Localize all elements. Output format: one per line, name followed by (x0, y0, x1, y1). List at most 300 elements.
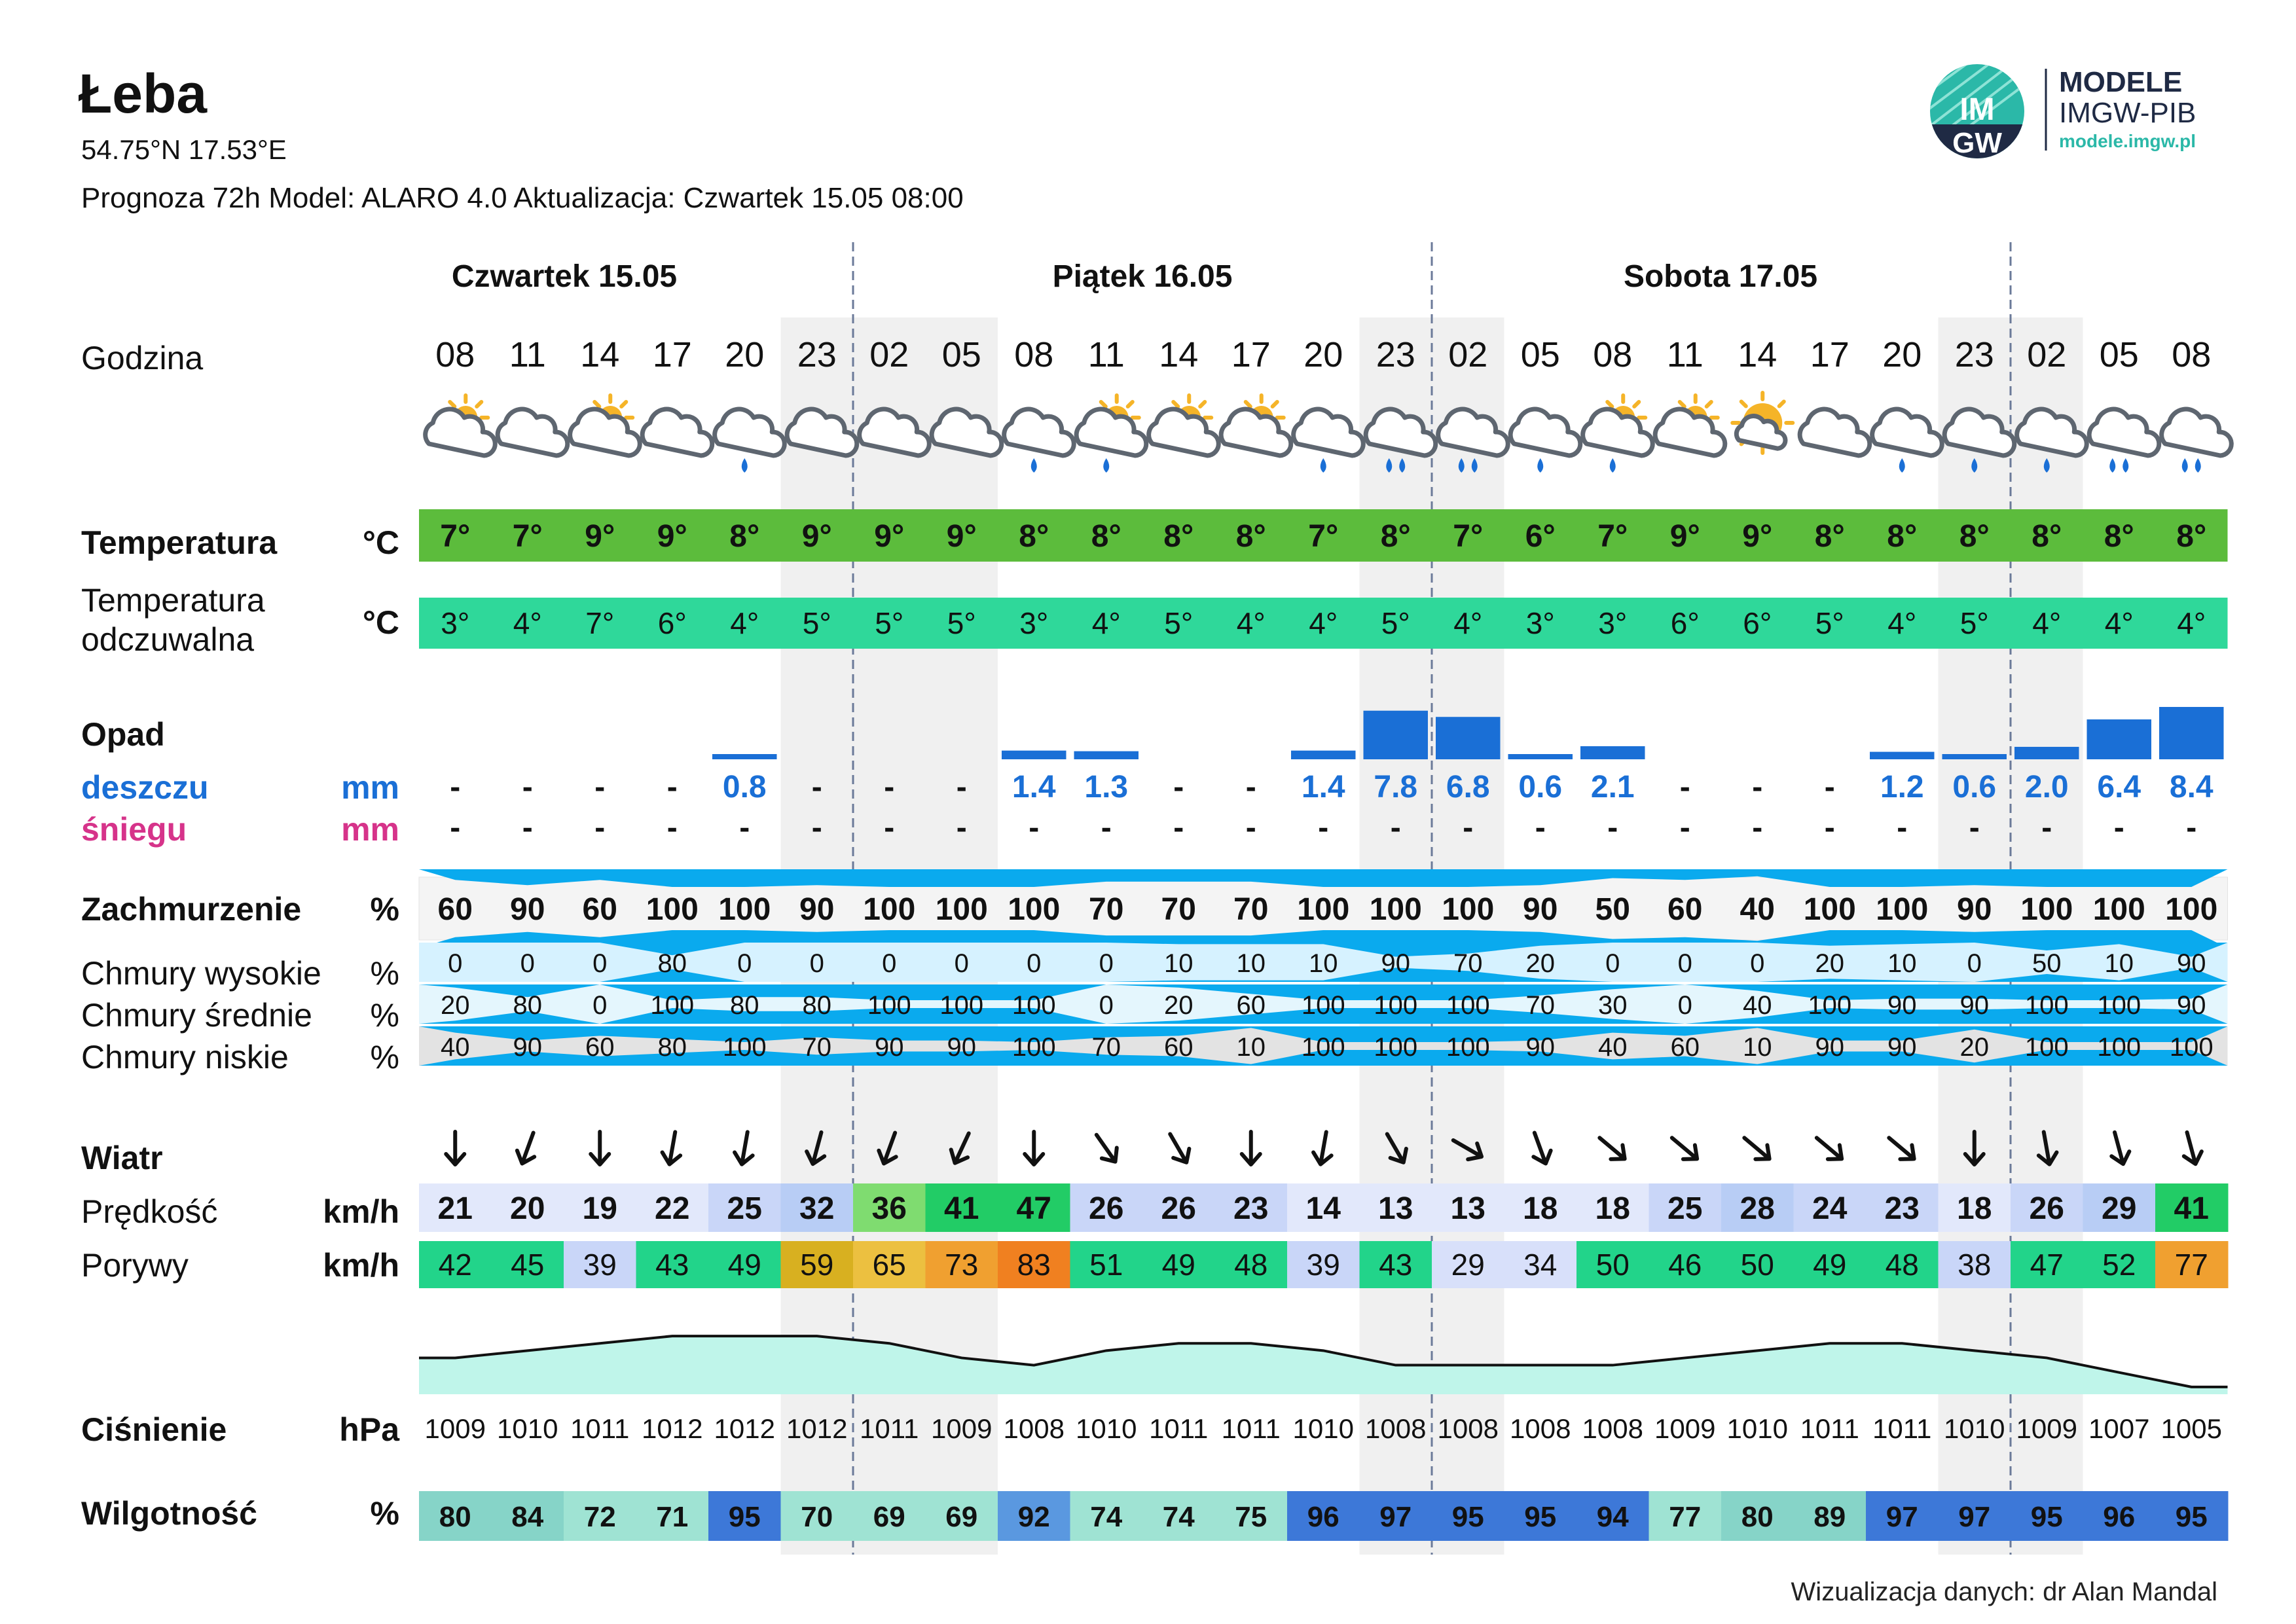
feels-like-value: 4° (1309, 606, 1338, 640)
wind-speed-value: 23 (1233, 1191, 1269, 1226)
rain-value: 1.3 (1084, 770, 1129, 804)
logo-subtitle: IMGW-PIB (2059, 97, 2196, 129)
feels-like-value: 3° (1598, 606, 1628, 640)
rain-bar (1074, 751, 1139, 759)
feels-like-value: 3° (1525, 606, 1555, 640)
temperature-value: 9° (1742, 519, 1773, 554)
cloud-mid-value: 20 (441, 991, 470, 1020)
cloud-total-value: 100 (1876, 892, 1929, 927)
cloud-low-value: 100 (2169, 1033, 2214, 1062)
cloud-total-value: 50 (1595, 892, 1630, 927)
wind-arrow-icon (2178, 1130, 2204, 1166)
rain-bar (2159, 707, 2224, 759)
gust-value: 52 (2102, 1248, 2136, 1282)
feels-like-value: 4° (2177, 606, 2206, 640)
hour-label: 20 (725, 335, 765, 374)
humidity-value: 95 (2030, 1501, 2063, 1533)
snow-value: - (1173, 810, 1184, 845)
snow-value: - (1897, 810, 1908, 845)
partly-sunny-rain-icon (1076, 395, 1146, 473)
rain-bar (1508, 754, 1573, 759)
cloud-mid-value: 30 (1598, 991, 1628, 1020)
snow-value: - (1101, 810, 1112, 845)
humidity-value: 77 (1669, 1501, 1702, 1533)
rain-value: 0.8 (722, 770, 767, 804)
pressure-value: 1009 (2016, 1413, 2077, 1444)
humidity-value: 92 (1017, 1501, 1050, 1533)
hour-label: 14 (1159, 335, 1199, 374)
wind-speed-value: 24 (1812, 1191, 1848, 1226)
wind-arrow-icon (1666, 1131, 1703, 1166)
rain-value: - (811, 770, 822, 804)
rain-value: - (666, 770, 678, 804)
gust-value: 34 (1523, 1248, 1558, 1282)
hour-label: 11 (1666, 335, 1704, 374)
cloud-low-value: 60 (1164, 1033, 1194, 1062)
label-porywy: Porywy (81, 1247, 189, 1284)
hour-label: 05 (941, 335, 981, 374)
unit-cisnienie: hPa (339, 1411, 399, 1448)
cloud-total-value: 100 (2020, 892, 2073, 927)
feels-like-value: 4° (1091, 606, 1121, 640)
cloud-total-value: 100 (1803, 892, 1856, 927)
partly-sunny-icon (1221, 395, 1291, 456)
temperature-value: 8° (1091, 519, 1121, 554)
snow-value: - (1029, 810, 1040, 845)
hour-label: 02 (1448, 335, 1488, 374)
cloud-high-value: 0 (448, 949, 463, 978)
cloud-low-value: 100 (1374, 1033, 1418, 1062)
wind-arrow-icon (1242, 1132, 1260, 1164)
snow-value: - (1318, 810, 1329, 845)
hour-label: 08 (1014, 335, 1054, 374)
cloud-total-value: 70 (1233, 892, 1269, 927)
cloud-total-value: 100 (863, 892, 916, 927)
humidity-value: 70 (801, 1501, 833, 1533)
partly-sunny-icon (1655, 395, 1725, 456)
feels-like-value: 7° (585, 606, 615, 640)
cloud-rain-1-icon (1004, 409, 1074, 473)
cloud-rain-1-icon (1294, 409, 1364, 473)
rain-value: 8.4 (2169, 770, 2214, 804)
city-name: Łeba (79, 63, 208, 124)
cloud-low-value: 90 (1525, 1033, 1555, 1062)
label-cisnienie: Ciśnienie (81, 1411, 227, 1448)
cloud-mid-value: 100 (1301, 991, 1345, 1020)
rain-bar (2014, 747, 2079, 759)
cloud-high-value: 80 (657, 949, 687, 978)
snow-value: - (884, 810, 895, 845)
cloud-high-value: 10 (1164, 949, 1194, 978)
cloud-total-value: 90 (799, 892, 835, 927)
humidity-value: 97 (1379, 1501, 1412, 1533)
wind-speed-value: 14 (1305, 1191, 1341, 1226)
gust-value: 51 (1089, 1248, 1123, 1282)
rain-value: 2.0 (2024, 770, 2069, 804)
cloud-rain-2-icon (2162, 409, 2232, 473)
hour-label: 17 (1810, 335, 1850, 374)
humidity-value: 84 (511, 1501, 544, 1533)
wind-arrow-icon (591, 1132, 609, 1164)
rain-value: - (594, 770, 606, 804)
partly-sunny-icon (1149, 395, 1219, 456)
cloud-mid-value: 100 (867, 991, 911, 1020)
gust-value: 59 (800, 1248, 834, 1282)
cloud-total-value: 70 (1089, 892, 1124, 927)
rain-value: 0.6 (1952, 770, 1997, 804)
snow-value: - (1463, 810, 1474, 845)
unit-temperatura: °C (362, 524, 399, 561)
cloud-high-value: 20 (1525, 949, 1555, 978)
cloud-mid-value: 80 (802, 991, 831, 1020)
pressure-value: 1008 (1003, 1413, 1065, 1444)
cloud-low-value: 90 (947, 1033, 976, 1062)
unit-zachmurzenie: % (370, 891, 399, 928)
wind-speed-value: 29 (2102, 1191, 2137, 1226)
cloud-high-value: 50 (2032, 949, 2062, 978)
cloud-low-value: 90 (513, 1033, 542, 1062)
wind-arrow-icon (2105, 1130, 2132, 1166)
cloud-mid-value: 70 (1525, 991, 1555, 1020)
gust-value: 43 (1379, 1248, 1413, 1282)
gust-value: 42 (438, 1248, 472, 1282)
temperature-value: 8° (1814, 519, 1845, 554)
hour-label: 02 (869, 335, 909, 374)
humidity-value: 96 (2103, 1501, 2136, 1533)
cloud-mid-value: 80 (513, 991, 542, 1020)
feels-like-value: 5° (1381, 606, 1410, 640)
temperature-value: 8° (1019, 519, 1049, 554)
temperature-value: 9° (801, 519, 832, 554)
temperature-value: 8° (729, 519, 760, 554)
cloud-total-value: 60 (437, 892, 473, 927)
wind-speed-value: 13 (1378, 1191, 1413, 1226)
gust-value: 47 (2030, 1248, 2064, 1282)
cloud-icon (1800, 409, 1870, 456)
pressure-value: 1012 (786, 1413, 848, 1444)
pressure-value: 1010 (1726, 1413, 1788, 1444)
feels-like-value: 3° (441, 606, 470, 640)
label-opad: Opad (81, 716, 165, 753)
cloud-mid-value: 90 (2177, 991, 2206, 1020)
wind-arrow-icon (446, 1132, 464, 1164)
pressure-value: 1011 (1800, 1413, 1859, 1444)
snow-value: - (739, 810, 750, 845)
cloud-total-value: 100 (1442, 892, 1495, 927)
feels-like-value: 6° (1670, 606, 1700, 640)
wind-speed-value: 25 (1667, 1191, 1703, 1226)
cloud-mid-value: 0 (592, 991, 608, 1020)
snow-value: - (1679, 810, 1690, 845)
hour-label: 14 (580, 335, 620, 374)
hour-label: 20 (1303, 335, 1343, 374)
hour-label: 02 (2027, 335, 2067, 374)
feels-like-value: 5° (802, 606, 831, 640)
cloud-rain-1-icon (715, 409, 785, 473)
feels-like-value: 5° (1815, 606, 1844, 640)
rain-value: - (450, 770, 461, 804)
temperature-value: 8° (1235, 519, 1266, 554)
cloud-mid-value: 20 (1164, 991, 1194, 1020)
snow-value: - (1245, 810, 1256, 845)
wind-speed-value: 23 (1884, 1191, 1920, 1226)
cloud-low-value: 40 (1598, 1033, 1628, 1062)
cloud-high-value: 10 (1236, 949, 1266, 978)
unit-porywy: km/h (323, 1247, 399, 1284)
partly-sunny-icon (426, 395, 496, 456)
humidity-value: 71 (656, 1501, 689, 1533)
cloud-total-value: 100 (646, 892, 699, 927)
wind-arrow-icon (1738, 1131, 1775, 1166)
snow-value: - (666, 810, 678, 845)
hour-label: 20 (1882, 335, 1922, 374)
wind-arrow-icon (1089, 1130, 1123, 1167)
rain-value: 7.8 (1374, 770, 1418, 804)
wind-arrow-icon (1025, 1132, 1043, 1164)
label-godzina: Godzina (81, 340, 204, 376)
temperature-value: 8° (2176, 519, 2207, 554)
label-odczuwalna-1: Temperatura (81, 582, 265, 619)
feels-like-value: 4° (1453, 606, 1483, 640)
rain-value: - (1752, 770, 1763, 804)
feels-like-value: 3° (1019, 606, 1049, 640)
snow-value: - (2041, 810, 2052, 845)
pressure-value: 1009 (424, 1413, 486, 1444)
gust-value: 39 (583, 1248, 617, 1282)
hour-label: 05 (1520, 335, 1560, 374)
cloud-mid-value: 0 (1099, 991, 1114, 1020)
pressure-value: 1007 (2088, 1413, 2150, 1444)
rain-value: 1.2 (1880, 770, 1924, 804)
humidity-value: 96 (1307, 1501, 1339, 1533)
gust-value: 38 (1958, 1248, 1992, 1282)
pressure-value: 1008 (1582, 1413, 1643, 1444)
gust-value: 46 (1668, 1248, 1702, 1282)
gust-value: 83 (1017, 1248, 1051, 1282)
snow-value: - (1824, 810, 1835, 845)
hour-label: 08 (2172, 335, 2212, 374)
pressure-value: 1012 (714, 1413, 775, 1444)
cloud-high-value: 0 (1677, 949, 1692, 978)
snow-value: - (956, 810, 967, 845)
cloud-high-value: 0 (1750, 949, 1765, 978)
day-label-3: Sobota 17.05 (1623, 259, 1818, 294)
wind-arrow-icon (1162, 1129, 1194, 1166)
cloud-low-value: 70 (1091, 1033, 1121, 1062)
rain-value: - (522, 770, 533, 804)
cloud-mid-value: 100 (650, 991, 695, 1020)
unit-deszczu: mm (341, 769, 399, 806)
wind-speed-value: 32 (799, 1191, 835, 1226)
snow-value: - (2186, 810, 2197, 845)
label-zachmurzenie: Zachmurzenie (81, 891, 302, 928)
temperature-value: 8° (1887, 519, 1918, 554)
partly-sunny-icon (570, 395, 640, 456)
cloud-low-value: 100 (2097, 1033, 2141, 1062)
feels-like-value: 4° (513, 606, 542, 640)
wind-speed-value: 20 (510, 1191, 545, 1226)
cloud-high-value: 70 (1453, 949, 1483, 978)
cloud-total-value: 90 (1523, 892, 1558, 927)
unit-predkosc: km/h (323, 1193, 399, 1230)
wind-arrow-icon (1883, 1131, 1920, 1166)
cloud-icon (642, 409, 712, 456)
pressure-value: 1008 (1510, 1413, 1571, 1444)
humidity-value: 94 (1596, 1501, 1629, 1533)
gust-value: 48 (1234, 1248, 1268, 1282)
pressure-value: 1011 (1149, 1413, 1209, 1444)
humidity-value: 69 (873, 1501, 905, 1533)
humidity-value: 80 (439, 1501, 471, 1533)
gust-value: 39 (1306, 1248, 1340, 1282)
logo-mark-bottom: GW (1952, 127, 2002, 159)
rain-bar (1436, 717, 1501, 759)
pressure-value: 1008 (1437, 1413, 1499, 1444)
rain-value: 6.4 (2097, 770, 2141, 804)
cloud-low-value: 60 (585, 1033, 615, 1062)
snow-value: - (1535, 810, 1546, 845)
label-temperatura: Temperatura (81, 524, 278, 561)
humidity-value: 69 (945, 1501, 978, 1533)
cloud-rain-1-icon (1872, 409, 1942, 473)
unit-chmury-wysokie: % (370, 955, 399, 992)
pressure-value: 1010 (497, 1413, 558, 1444)
cloud-low-value: 100 (1301, 1033, 1345, 1062)
cloud-total-value: 100 (2165, 892, 2218, 927)
cloud-mid-value: 90 (1887, 991, 1917, 1020)
gust-value: 45 (511, 1248, 545, 1282)
feels-like-value: 6° (1743, 606, 1772, 640)
cloud-mid-value: 0 (1677, 991, 1692, 1020)
cloud-low-value: 70 (802, 1033, 831, 1062)
rain-value: 6.8 (1446, 770, 1490, 804)
cloud-mid-value: 80 (730, 991, 759, 1020)
temperature-value: 6° (1525, 519, 1556, 554)
cloud-mid-value: 90 (1959, 991, 1989, 1020)
logo-title: MODELE (2059, 66, 2183, 98)
temperature-value: 9° (946, 519, 977, 554)
feels-like-value: 5° (1959, 606, 1989, 640)
cloud-mid-value: 100 (1808, 991, 1852, 1020)
temperature-value: 9° (874, 519, 905, 554)
wind-arrow-icon (1526, 1130, 1554, 1167)
cloud-low-value: 20 (1959, 1033, 1989, 1062)
temperature-value: 8° (1380, 519, 1411, 554)
unit-sniegu: mm (341, 811, 399, 848)
snow-value: - (1607, 810, 1618, 845)
temperature-value: 7° (1308, 519, 1339, 554)
cloud-high-value: 0 (1605, 949, 1620, 978)
wind-speed-value: 41 (944, 1191, 979, 1226)
humidity-value: 97 (1886, 1501, 1918, 1533)
humidity-value: 95 (728, 1501, 761, 1533)
pressure-value: 1009 (1654, 1413, 1716, 1444)
day-label-2: Piątek 16.05 (1052, 259, 1233, 294)
cloud-high-value: 90 (1381, 949, 1410, 978)
hour-label: 11 (509, 335, 546, 374)
wind-speed-value: 21 (437, 1191, 473, 1226)
wind-arrow-icon (661, 1130, 684, 1166)
wind-speed-value: 26 (2029, 1191, 2064, 1226)
temperature-value: 9° (657, 519, 687, 554)
pressure-value: 1011 (570, 1413, 630, 1444)
feels-like-value: 4° (1236, 606, 1266, 640)
wind-speed-value: 36 (871, 1191, 907, 1226)
hour-label: 17 (652, 335, 692, 374)
cloud-mid-value: 100 (1011, 991, 1056, 1020)
cloud-high-value: 0 (1099, 949, 1114, 978)
gust-value: 49 (1813, 1248, 1847, 1282)
label-wilgotnosc: Wilgotność (81, 1495, 257, 1532)
unit-chmury-srednie: % (370, 997, 399, 1034)
humidity-value: 95 (1524, 1501, 1557, 1533)
feels-like-value: 4° (2104, 606, 2134, 640)
cloud-total-value: 100 (1008, 892, 1061, 927)
cloud-mid-value: 60 (1236, 991, 1266, 1020)
feels-like-value: 4° (730, 606, 759, 640)
cloud-high-value: 20 (1815, 949, 1844, 978)
temperature-value: 9° (1669, 519, 1700, 554)
gust-value: 48 (1885, 1248, 1919, 1282)
cloud-low-value: 60 (1670, 1033, 1700, 1062)
humidity-value: 74 (1090, 1501, 1123, 1533)
cloud-high-value: 10 (1309, 949, 1338, 978)
wind-arrow-icon (1594, 1131, 1630, 1166)
snow-value: - (1969, 810, 1980, 845)
temperature-value: 7° (1453, 519, 1484, 554)
rain-value: 0.6 (1518, 770, 1563, 804)
rain-bar (2087, 719, 2152, 759)
rain-bar (1002, 751, 1066, 759)
hour-label: 08 (1593, 335, 1633, 374)
cloud-low-value: 90 (875, 1033, 904, 1062)
humidity-value: 97 (1958, 1501, 1991, 1533)
gust-value: 73 (945, 1248, 979, 1282)
cloud-high-value: 10 (2104, 949, 2134, 978)
wind-arrow-icon (1811, 1131, 1848, 1166)
rain-value: - (1245, 770, 1256, 804)
feels-like-value: 5° (947, 606, 976, 640)
wind-speed-value: 25 (727, 1191, 762, 1226)
temperature-value: 7° (512, 519, 543, 554)
day-label-1: Czwartek 15.05 (451, 259, 678, 294)
rain-bar (1870, 752, 1935, 759)
temperature-value: 8° (1163, 519, 1194, 554)
credit-footer: Wizualizacja danych: dr Alan Mandal (1791, 1578, 2217, 1606)
rain-value: - (956, 770, 967, 804)
cloud-low-value: 40 (441, 1033, 470, 1062)
cloud-total-value: 100 (2092, 892, 2145, 927)
cloud-total-value: 100 (935, 892, 988, 927)
cloud-low-value: 100 (1446, 1033, 1490, 1062)
pressure-value: 1010 (1076, 1413, 1137, 1444)
wind-speed-value: 19 (582, 1191, 617, 1226)
rain-bar (712, 754, 777, 759)
cloud-high-value: 0 (737, 949, 752, 978)
rain-value: - (884, 770, 895, 804)
snow-value: - (2113, 810, 2124, 845)
cloud-total-value: 60 (1667, 892, 1703, 927)
cloud-rain-1-icon (1510, 409, 1580, 473)
humidity-value: 95 (2175, 1501, 2208, 1533)
cloud-icon (498, 409, 568, 456)
temperature-value: 8° (1959, 519, 1990, 554)
feels-like-value: 4° (1887, 606, 1917, 640)
cloud-mid-value: 100 (2024, 991, 2069, 1020)
snow-value: - (1390, 810, 1401, 845)
pressure-value: 1008 (1365, 1413, 1427, 1444)
cloud-high-value: 0 (809, 949, 824, 978)
